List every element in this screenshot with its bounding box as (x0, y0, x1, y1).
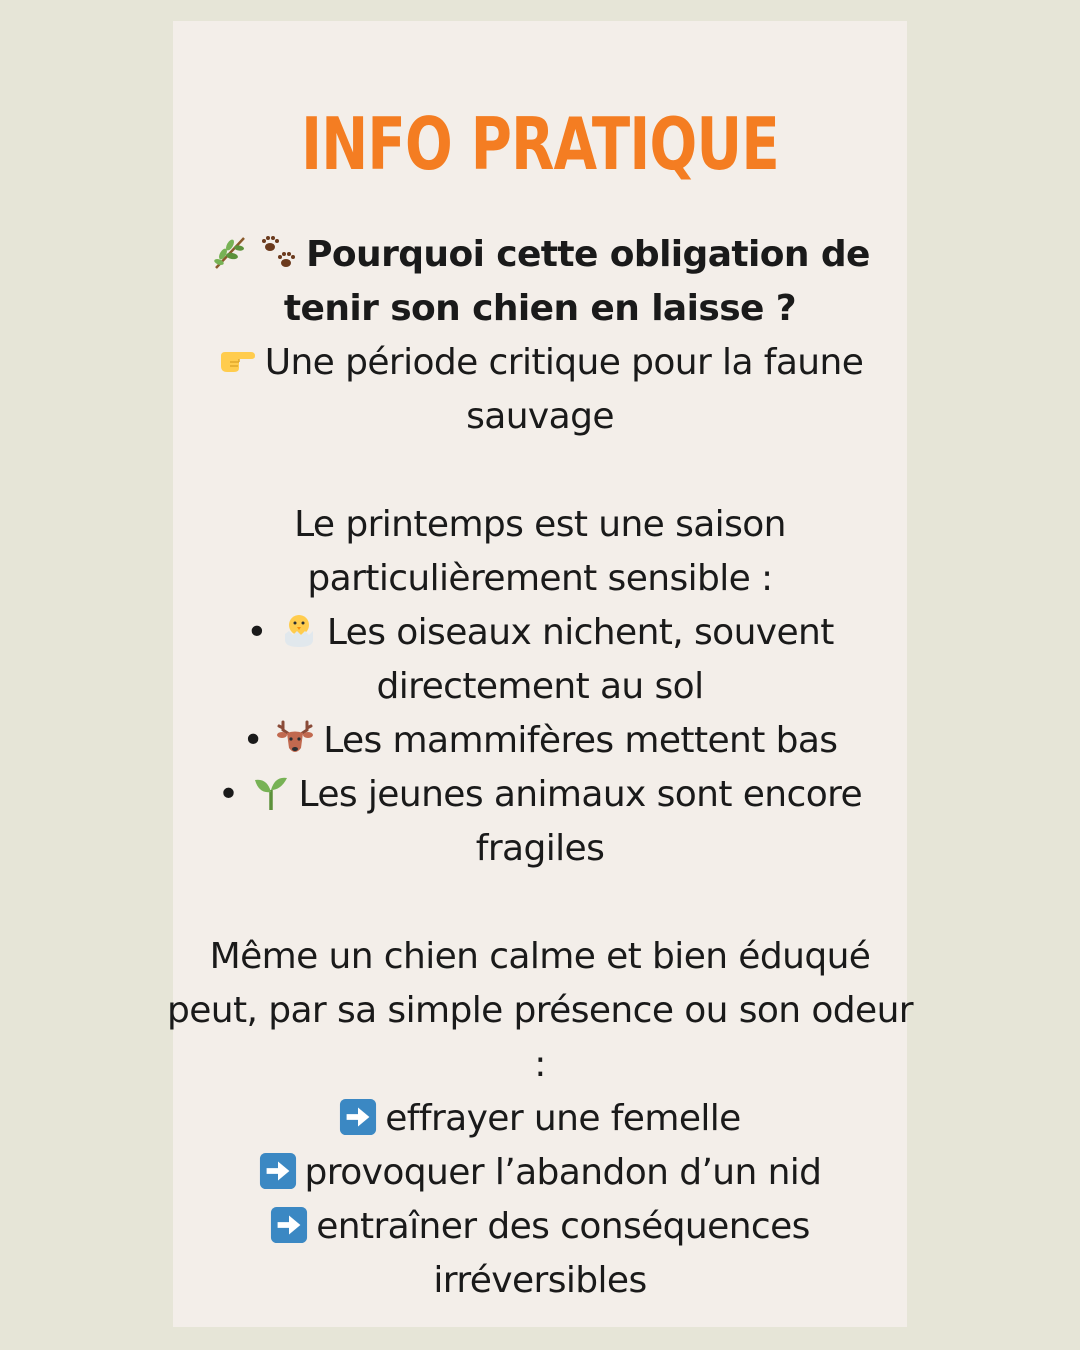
right-arrow-icon (339, 1098, 377, 1136)
info-content (163, 228, 917, 1308)
list-item (163, 768, 917, 876)
question-heading-text: Pourquoi cette obligation de tenir son chien en laisse ? (283, 234, 870, 329)
info-card (167, 21, 913, 1327)
list-item (163, 606, 917, 714)
subheading (163, 336, 917, 444)
list-item (163, 1092, 917, 1146)
list-item-text: entraîner des conséquences irréversibles (316, 1206, 810, 1301)
list-item-text: provoquer l’abandon d’un nid (304, 1152, 822, 1193)
subheading-text: Une période critique pour la faune sauvage (264, 342, 864, 437)
bullet-symbol: • (217, 774, 239, 815)
list-item (163, 1146, 917, 1200)
pointing-hand-icon (217, 340, 257, 380)
page-title: INFO PRATIQUE (301, 102, 779, 186)
paw-prints-icon (258, 232, 298, 272)
hatching-chick-icon (279, 610, 319, 650)
list-item (163, 714, 917, 768)
list-item (163, 1200, 917, 1308)
question-heading (163, 228, 917, 336)
bullet-symbol: • (246, 612, 267, 653)
herb-icon (210, 232, 250, 272)
bullet-symbol: • (242, 720, 264, 761)
list-item-text: Les jeunes animaux sont encore fragiles (298, 774, 863, 869)
list-item-text: Les mammifères mettent bas (323, 720, 838, 761)
intro-text: Le printemps est une saison particulièrement sensible : (294, 504, 786, 599)
right-arrow-icon (259, 1152, 297, 1190)
warning-text: Même un chien calme et bien éduqué peut, par sa simple présence ou son odeur : (167, 936, 913, 1085)
list-item-text: effrayer une femelle (385, 1098, 741, 1139)
deer-icon (275, 718, 315, 758)
list-item-text: Les oiseaux nichent, souvent directement au sol (326, 612, 834, 707)
seedling-icon (251, 772, 291, 812)
right-arrow-icon (270, 1206, 308, 1244)
